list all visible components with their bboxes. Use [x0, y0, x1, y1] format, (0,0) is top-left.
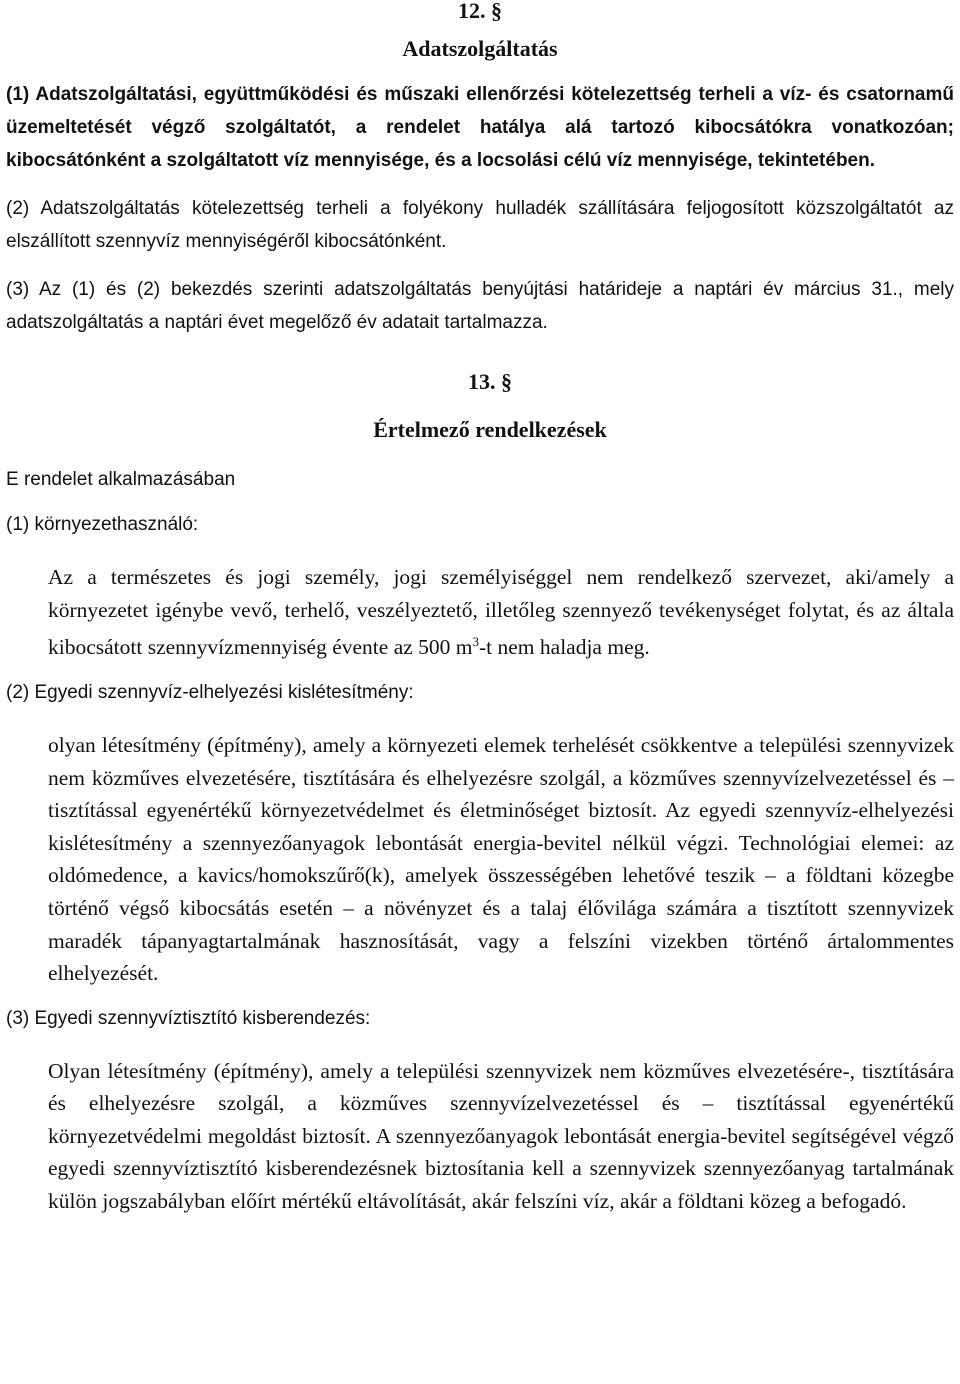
- definition-3-label: (3) Egyedi szennyvíztisztító kisberendezés:: [6, 1007, 371, 1029]
- section-12-paragraph-2: (2) Adatszolgáltatás kötelezettség terheli a folyékony hulladék szállítására feljogosított közszolgáltatót az elszállított szennyvíz mennyiségéről kibocsátónként.: [6, 198, 954, 252]
- section-13-title: Értelmező rendelkezések: [373, 417, 607, 442]
- definition-1-superscript: 3: [472, 634, 479, 650]
- section-13-number: 13. §: [468, 369, 512, 394]
- definition-1-text-main: Az a természetes és jogi személy, jogi személyiséggel nem rendelkező szervezet, aki/amely a környezetet igénybe vevő, terhelő, veszélyeztető, illetőleg szennyező tevékenységet folytat, és az általa kibocsátott szennyvízmennyiség évente az 500 m: [48, 565, 954, 660]
- definition-3-text: Olyan létesítmény (építmény), amely a települési szennyvizek nem közműves elvezetésére-, tisztítására és elhelyezésre szolgál, a közműves szennyvízelvezetéssel és – tisztítással egyenértékű környezetvédelmi megoldást biztosít. A szennyezőanyagok lebontását energia-bevitel segítségével végző egyedi szennyvíztisztító kisberendezésnek biztosítania kell a szennyvizek szennyezőanyag tartalmának külön jogszabályban előírt mértékű eltávolítását, akár felszíni víz, akár a földtani közeg a befogadó.: [48, 1058, 954, 1214]
- section-12-paragraph-3: (3) Az (1) és (2) bekezdés szerinti adatszolgáltatás benyújtási határideje a naptári év március 31., mely adatszolgáltatás a naptári évet megelőző év adatait tartalmazza.: [6, 279, 954, 333]
- definition-2-text: olyan létesítmény (építmény), amely a környezeti elemek terhelését csökkentve a települési szennyvizek nem közműves elvezetésére, tisztítására és elhelyezésre szolgál, a közműves szennyvízelvezetéssel és –tisztítással egyenértékű környezetvédelmet és életminőséget biztosít. Az egyedi szennyvíz-elhelyezési kislétesítmény a szennyezőanyagok lebontását energia-bevitel nélkül végzi. Technológiai elemei: az oldómedence, a kavics/homokszűrő(k), amelyek összességében lehetővé teszik – a földtani közegbe történő végső kibocsátás esetén – a növényzet és a talaj élővilága számára a tisztított szennyvizek maradék tápanyagtartalmának hasznosítását, vagy a felszíni vizekben történő ártalommentes elhelyezését.: [48, 732, 954, 986]
- definition-2-label: (2) Egyedi szennyvíz-elhelyezési kislétesítmény:: [6, 681, 414, 703]
- definition-1-label: (1) környezethasználó:: [6, 514, 199, 535]
- definition-1-text-end: -t nem haladja meg.: [479, 635, 650, 660]
- definition-1-text: [6, 561, 954, 664]
- section-12-number: 12. §: [458, 0, 502, 23]
- section-12-paragraph-1: (1) Adatszolgáltatási, együttműködési és műszaki ellenőrzési kötelezettség terheli a víz- és csatornamű üzemeltetését végző szolgáltatót, a rendelet hatálya alá tartozó kibocsátókra vonatkozóan; kibocsátónként a szolgáltatott víz mennyisége, és a locsolási célú víz mennyisége, tekintetében.: [6, 84, 954, 171]
- section-12-title: Adatszolgáltatás: [402, 36, 558, 61]
- definitions-intro: E rendelet alkalmazásában: [6, 469, 236, 490]
